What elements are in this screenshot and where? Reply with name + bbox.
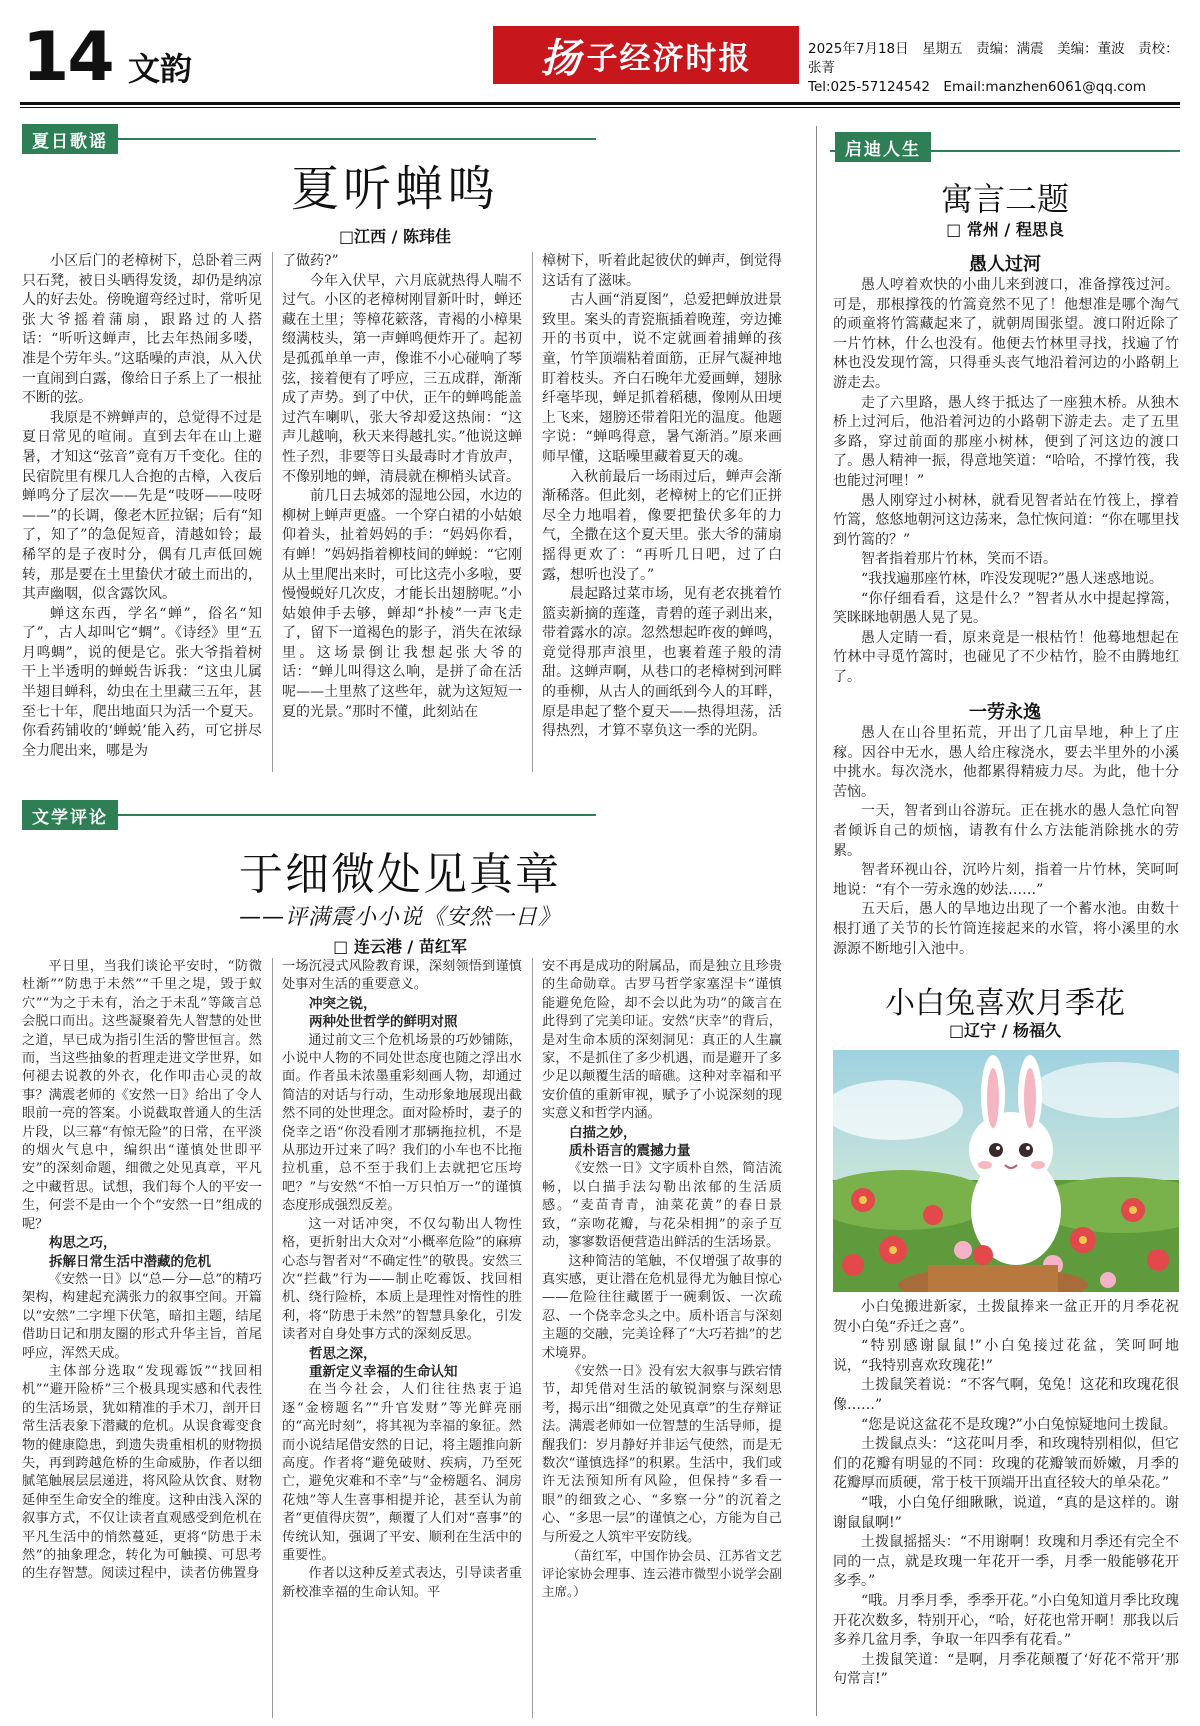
section-name: 文韵 <box>128 50 193 88</box>
paragraph: 今年入伏早，六月底就热得人喘不过气。小区的老樟树刚冒新叶时，蝉还藏在土里；等樟花簌落，青褐的小樟果缀满枝头，第一声蝉鸣便炸开了。起初是孤孤单单一声，像谁不小心碰响了琴弦，接着便有了呼应，三五成群，渐渐成了声势。到了中伏，正午的蝉鸣能盖过汽车喇叭，张大爷却爱这热闹：“这声儿越响，秋天来得越扎实。”他说这蝉性子烈，非要等日头最毒时才肯放声，不像别地的蝉，清晨就在柳梢头试音。 <box>282 272 522 485</box>
article-byline: □辽宁 / 杨福久 <box>948 1021 1062 1040</box>
article-title: 寓言二题 <box>940 180 1069 218</box>
story-1-body <box>833 276 1179 687</box>
paragraph: 了做药?” <box>282 253 339 269</box>
page-header <box>0 0 1200 100</box>
paragraph: 平日里，当我们谈论平安时，“防微杜渐”“防患于未然”“千里之堤，毁于蚁穴”“为之于未有，治之于未乱”等箴言总会脱口而出。这些凝聚着先人智慧的处世之道，早已成为指引生活的警世恒言。然而，当这些抽象的哲理走进文学世界，如何褪去说教的外衣，化作叩击心灵的故事？满震老师的《安然一日》给出了令人眼前一亮的答案。小说截取普通人的生活片段，以三幕“有惊无险”的日常，在平淡的烟火气息中，编织出“谨慎处世即平安”的深刻命题，细微之处见真章，平凡之中藏哲思。试想，我们每个人的平安一生，何尝不是由一个个“安然一日”组成的呢？ <box>22 959 262 1232</box>
paragraph: 晨起路过菜市场，见有老农挑着竹篮卖新摘的莲蓬，青碧的莲子剥出来，带着露水的凉。忽然想起昨夜的蝉鸣，竟觉得那声浪里，也裹着莲子般的清甜。这蝉声啊，从巷口的老樟树到河畔的垂柳，从古人的画纸到今人的耳畔，原是串起了整个夏天——热得坦荡，活得热烈，才算不辜负这一季的光阴。 <box>542 586 782 740</box>
paragraph: “你仔细看看，这是什么？”智者从水中提起撑篙，笑眯眯地朝愚人晃了晃。 <box>833 590 1179 627</box>
column-divider <box>272 252 273 772</box>
paragraph: 土拨鼠笑着说：“不客气啊，兔兔！这花和玫瑰花很像……” <box>833 1377 1179 1413</box>
column-divider <box>532 252 533 772</box>
rabbit-illustration-art <box>833 1050 1179 1292</box>
paragraph: 作者以这种反差式表达，引导读者重新校准幸福的生命认知。平 <box>282 1566 522 1600</box>
paragraph: 樟树下，听着此起彼伏的蝉声，倒觉得这话有了滋味。 <box>542 253 782 289</box>
paragraph: 这一对话冲突，不仅勾勒出人物性格，更折射出大众对“小概率危险”的麻痹心态与智者对“不确定性”的敬畏。安然三次“拦截”行为——制止吃霉饭、找回相机、绕行险桥，本质上是理性对惰性的胜利，将“防患于未然”的智慧具象化，引发读者对自身处事方式的深刻反思。 <box>282 1216 522 1343</box>
paragraph: 古人画“消夏图”，总爱把蝉放进景致里。案头的青瓷瓶插着晚莲，旁边摊开的书页中，说不定就画着捕蝉的孩童，竹竿顶端粘着面筋，正屏气凝神地盯着枝头。齐白石晚年尤爱画蝉，翅脉纤毫毕现，蝉足抓着稻穗，像刚从田埂上飞来，翅膀还带着阳光的温度。他题字说：“蝉鸣得意，暑气渐消。”原来画师早懂，这聒噪里藏着夏天的魂。 <box>542 292 782 465</box>
article3-column-2 <box>282 958 522 1718</box>
section-tag-line <box>118 138 596 140</box>
article1-column-3 <box>542 252 782 772</box>
paragraph: 愚人刚穿过小树林，就看见智者站在竹筏上，撑着竹篙，悠悠地朝河这边荡来，急忙恢问道：“你在哪里找到竹篙的？” <box>833 492 1179 548</box>
article-byline: □ 连云港 / 苗红军 <box>333 937 467 956</box>
paragraph: 土拨鼠笑道：“是啊，月季花颠覆了‘好花不常开’那句常言!” <box>833 1651 1179 1688</box>
paragraph: 入秋前最后一场雨过后，蝉声会渐渐稀落。但此刻，老樟树上的它们正拼尽全力地唱着，像要把蛰伏多年的力气，全撒在这个夏天里。张大爷的蒲扇摇得更欢了：“再听几日吧，过了白露，想听也没了。” <box>542 468 782 583</box>
paragraph: 通过前文三个危机场景的巧妙铺陈，小说中人物的不同处世态度也随之浮出水面。作者虽未浓墨重彩刻画人物，却通过简洁的对话与行动，生动形象地展现出截然不同的处世理念。面对险桥时，妻子的侥幸之语“你没看刚才那辆拖拉机，不是从那边开过来了吗？我们的小车也不比拖拉机重，总不至于我们上去就把它压垮吧？”与安然“不怕一万只怕万一”的谨慎态度形成强烈反差。 <box>282 1032 522 1214</box>
paragraph: 主体部分选取“发现霉饭”“找回相机”“避开险桥”三个极具现实感和代表性的生活场景，犹如精准的手术刀，剖开日常生活表象下潜藏的危机。从误食霉变食物的健康隐患，到遗失贵重相机的财物损失，再到跨越危桥的生命威胁，作者以细腻笔触展层层递进，将风险从饮食、财物延伸至生命安全的维度。这种由浅入深的叙事方式，不仅让读者直观感受到危机在平凡生活中的悄然蔓延，更将“防患于未然”的抽象理念，转化为可触摸、可思考的生存智慧。阅读过程中，读者仿佛置身 <box>22 1363 262 1582</box>
subheading: 质朴语言的震撼力量 <box>569 1143 691 1160</box>
subheading: 拆解日常生活中潜藏的危机 <box>49 1253 211 1270</box>
paragraph: 安不再是成功的附属品，而是独立且珍贵的生命勋章。古罗马哲学家塞涅卡“谨慎能避免危险，却不会以此为功”的箴言在此得到了完美印证。安然“庆幸”的背后，是对生命本质的深刻洞见：真正的人生赢家，不是抓住了多少机遇，而是避开了多少足以颠覆生活的暗礁。这种对幸福和平安价值的重新审视，赋予了小说深刻的现实意义和哲学内涵。 <box>542 959 782 1122</box>
article-title: 小白兔喜欢月季花 <box>885 986 1125 1021</box>
column-divider <box>272 958 273 1718</box>
subheading: 白描之妙， <box>569 1124 637 1141</box>
paragraph: 《安然一日》以“总—分—总”的精巧架构，构建起充满张力的叙事空间。开篇以“安然”二字埋下伏笔，暗扣主题，结尾借助日记和朋友圈的形式升华主旨，首尾呼应，浑然天成。 <box>22 1271 262 1361</box>
article-subtitle: ——评满震小小说《安然一日》 <box>238 905 561 930</box>
rabbit-story-body <box>833 1298 1179 1690</box>
page-number: 14 <box>22 18 113 97</box>
masthead-brush-char: 扬 <box>540 34 583 82</box>
article3-column-3 <box>542 958 782 1718</box>
issue-contact: Tel:025-57124542 Email:manzhen6061@qq.com <box>808 79 1147 95</box>
subheading: 构思之巧， <box>49 1235 117 1252</box>
paragraph: 这种简洁的笔触，不仅增强了故事的真实感，更让潜在危机显得尤为触目惊心——危险往往藏匿于一碗剩饭、一次疏忍、一个侥幸念头之中。质朴语言与深刻主题的交融，完美诠释了“大巧若拙”的艺术境界。 <box>542 1253 782 1361</box>
article-title: 夏听蝉鸣 <box>290 161 499 217</box>
section-tag-line <box>118 814 596 816</box>
page-column-divider <box>816 126 817 1716</box>
paragraph: 一天，智者到山谷游玩。正在挑水的愚人急忙向智者倾诉自己的烦恼，请教有什么方法能消除挑水的劳累。 <box>833 803 1179 859</box>
paragraph: 一场沉浸式风险教育课，深刻领悟到谨慎处事对生活的重要意义。 <box>282 959 522 993</box>
rabbit-illustration <box>833 1050 1179 1292</box>
article-byline: □江西 / 陈玮佳 <box>338 227 452 246</box>
paragraph: 走了六里路，愚人终于抵达了一座独木桥。从独木桥上过河后，他沿着河边的小路朝下游走去。走了五里多路，穿过前面的那座小树林，便到了河这边的渡口了。愚人精神一振，得意地笑道：“哈哈，不撑竹筏，我也能过河哩！” <box>833 394 1179 489</box>
article-byline: □ 常州 / 程思良 <box>946 220 1064 239</box>
section-tag-inspire: 启迪人生 <box>835 132 931 162</box>
paragraph: 我原是不辨蝉声的，总觉得不过是夏日常见的喧闹。直到去年在山上避暑，才知这“弦音”竟有万千变化。住的民宿院里有棵几人合抱的古樟，入夜后蝉鸣分了层次——先是“吱呀——吱呀——”的长调，像老木匠拉锯；后有“知了，知了”的急促短音，清越如铃；最稀罕的是子夜时分，偶有几声低回婉转，那是要在土里蛰伏才破土而出的，其声幽咽，似含露饮风。 <box>22 409 262 603</box>
paragraph: 在当今社会，人们往往热衷于追逐“金榜题名”“升官发财”等光鲜亮丽的“高光时刻”，将其视为幸福的象征。然而小说结尾借安然的日记，将主题推向新高度。作者将“避免破财、疾病，乃至死亡，避免灾难和不幸”与“金榜题名、洞房花烛”等人生喜事相提并论，甚至认为前者“更值得庆贺”，颠覆了人们对“喜事”的传统认知，强调了平安、顺利在生活中的重要性。 <box>282 1382 522 1563</box>
paragraph: 愚人在山谷里拓荒，开出了几亩旱地，种上了庄稼。因谷中无水，愚人给庄稼浇水，要去半里外的小溪中挑水。每次浇水，他都累得精疲力尽。为此，他十分苦恼。 <box>833 725 1179 800</box>
paragraph: 智者指着那片竹林，笑而不语。 <box>861 551 1057 568</box>
masthead-text: 子经济时报 <box>586 40 752 77</box>
article1-column-1 <box>22 252 262 772</box>
header-rule-thin <box>20 107 1180 108</box>
story-title: 愚人过河 <box>969 254 1041 275</box>
paragraph: “我找遍那座竹林，咋没发现呢?”愚人迷惑地说。 <box>861 570 1163 587</box>
paragraph: “哦，小白兔仔细瞅瞅，说道，“真的是这样的。谢谢鼠鼠啊!” <box>833 1494 1179 1531</box>
paragraph: 智者环视山谷，沉吟片刻，指着一片竹林，笑呵呵地说：“有个一劳永逸的妙法……” <box>833 862 1179 898</box>
subheading: 两种处世哲学的鲜明对照 <box>309 1014 458 1031</box>
paragraph: 愚人哼着欢快的小曲儿来到渡口，准备撑筏过河。可是，那根撑筏的竹篙竟然不见了！他想准是哪个淘气的顽童将竹篙藏起来了，就朝周围张望。渡口附近除了一片竹林，什么也没有。他便去竹林里寻找，找遍了竹林也没发现竹篙，只得垂头丧气地沿着河边的小路朝上游走去。 <box>833 277 1179 391</box>
subheading: 重新定义幸福的生命认知 <box>309 1363 458 1380</box>
story-title: 一劳永逸 <box>969 702 1041 723</box>
subheading: 哲思之深， <box>309 1345 377 1362</box>
masthead-logo <box>493 26 799 84</box>
section-tag-literary: 文学评论 <box>22 800 118 830</box>
column-divider <box>532 958 533 1718</box>
story-2-body <box>833 724 1179 959</box>
paragraph: 愚人定睛一看，原来竟是一根枯竹！他蓦地想起在竹林中寻觅竹篙时，也碰见了不少枯竹，脸不由腾地红了。 <box>833 629 1179 685</box>
paragraph: 五天后，愚人的旱地边出现了一个蓄水池。由数十根打通了关节的长竹筒连接起来的水管，将小溪里的水源源不断地引入池中。 <box>833 901 1179 957</box>
paragraph: 小白兔搬进新家，土拨鼠捧来一盆正开的月季花祝贺小白兔“乔迁之喜”。 <box>833 1299 1179 1335</box>
issue-meta <box>808 40 1180 97</box>
article1-column-2 <box>282 252 522 772</box>
paragraph: 土拨鼠点头：“这花叫月季，和玫瑰特别相似，但它们的花瓣有明显的不同：玫瑰的花瓣皱而娇嫩，月季的花瓣厚而质硬，常于枝干顶端开出直径较大的单朵花。” <box>833 1436 1179 1492</box>
paragraph: “您是说这盆花不是玫瑰?”小白兔惊疑地问土拨鼠。 <box>861 1416 1177 1433</box>
paragraph: 《安然一日》文字质朴自然，简洁流畅，以白描手法勾勒出浓郁的生活质感。“麦苗青青，油菜花黄”的春日景致，“亲吻花瓣，与花朵相拥”的亲子互动，寥寥数语便营造出鲜活的生活场景。 <box>542 1161 782 1251</box>
paragraph: “哦。月季月季，季季开花。”小白兔知道月季比玫瑰开花次数多，特别开心，“哈，好花也常开啊！那我以后多养几盆月季，争取一年四季有花看。” <box>833 1592 1179 1649</box>
issue-date-editors: 2025年7月18日 星期五 责编：满震 美编：董波 责校：张菁 <box>808 41 1179 76</box>
subheading: 冲突之锐， <box>309 995 377 1012</box>
paragraph: 土拨鼠摇摇头：“不用谢啊！玫瑰和月季还有完全不同的一点，就是玫瑰一年花开一季，月季一般能够花开多季。” <box>833 1534 1179 1590</box>
article-title: 于细微处见真章 <box>239 849 561 900</box>
header-rule <box>20 102 1180 105</box>
paragraph: 《安然一日》没有宏大叙事与跌宕情节，却凭借对生活的敏锐洞察与深刻思考，揭示出“细微之处见真章”的生存辩证法。满震老师如一位智慧的生活导师，提醒我们：岁月静好并非运气使然，而是无数次“谨慎选择”的积累。生活中，我们或许无法预知所有风险，但保持“多看一眼”的细致之心、“多察一分”的沉着之心、“多思一层”的谨慎之心，方能为自己与所爱之人筑牢平安防线。 <box>542 1363 782 1545</box>
author-note: （苗红军，中国作协会员、江苏省文艺评论家协会理事、连云港市微型小说学会副主席。） <box>542 1548 782 1599</box>
article3-column-1 <box>22 958 262 1718</box>
paragraph: 小区后门的老樟树下，总卧着三两只石凳，被日头晒得发烫，却仍是纳凉人的好去处。傍晚遛弯经过时，常听见张大爷摇着蒲扇，跟路过的人搭话：“听听这蝉声，比去年热闹多喽，准是个劳年头。”这聒噪的声浪，从入伏一直闹到白露，像给日子系上了一根扯不断的弦。 <box>22 253 262 407</box>
section-tag-summer: 夏日歌谣 <box>22 124 118 154</box>
paragraph: 蝉这东西，学名“蝉”，俗名“知了”，古人却叫它“蜩”。《诗经》里“五月鸣蜩”，说的便是它。张大爷指着树干上半透明的蝉蜕告诉我：“这虫儿属半翅目蝉科，幼虫在土里藏三五年，甚至七十年，爬出地面只为活一个夏天。你看药铺收的‘蝉蜕’能入药，可它拼尽全力爬出来，哪是为 <box>22 605 262 759</box>
paragraph: 前几日去城郊的湿地公园，水边的柳树上蝉声更盛。一个穿白裙的小姑娘仰着头，扯着妈妈的手：“妈妈你看，有蝉！”妈妈指着柳枝间的蝉蜕：“它刚从土里爬出来时，可比这壳小多啦，要慢慢蜕好几次皮，才能长出翅膀呢。”小姑娘伸手去够，蝉却“扑棱”一声飞走了，留下一道褐色的影子，消失在浓绿里。这场景倒让我想起张大爷的话：“蝉儿叫得这么响，是拼了命在活呢——土里熬了这些年，就为这短短一夏的光景。”那时不懂，此刻站在 <box>282 488 522 720</box>
paragraph: “特别感谢鼠鼠!”小白兔接过花盆，笑呵呵地说，“我特别喜欢玫瑰花!” <box>833 1338 1179 1374</box>
